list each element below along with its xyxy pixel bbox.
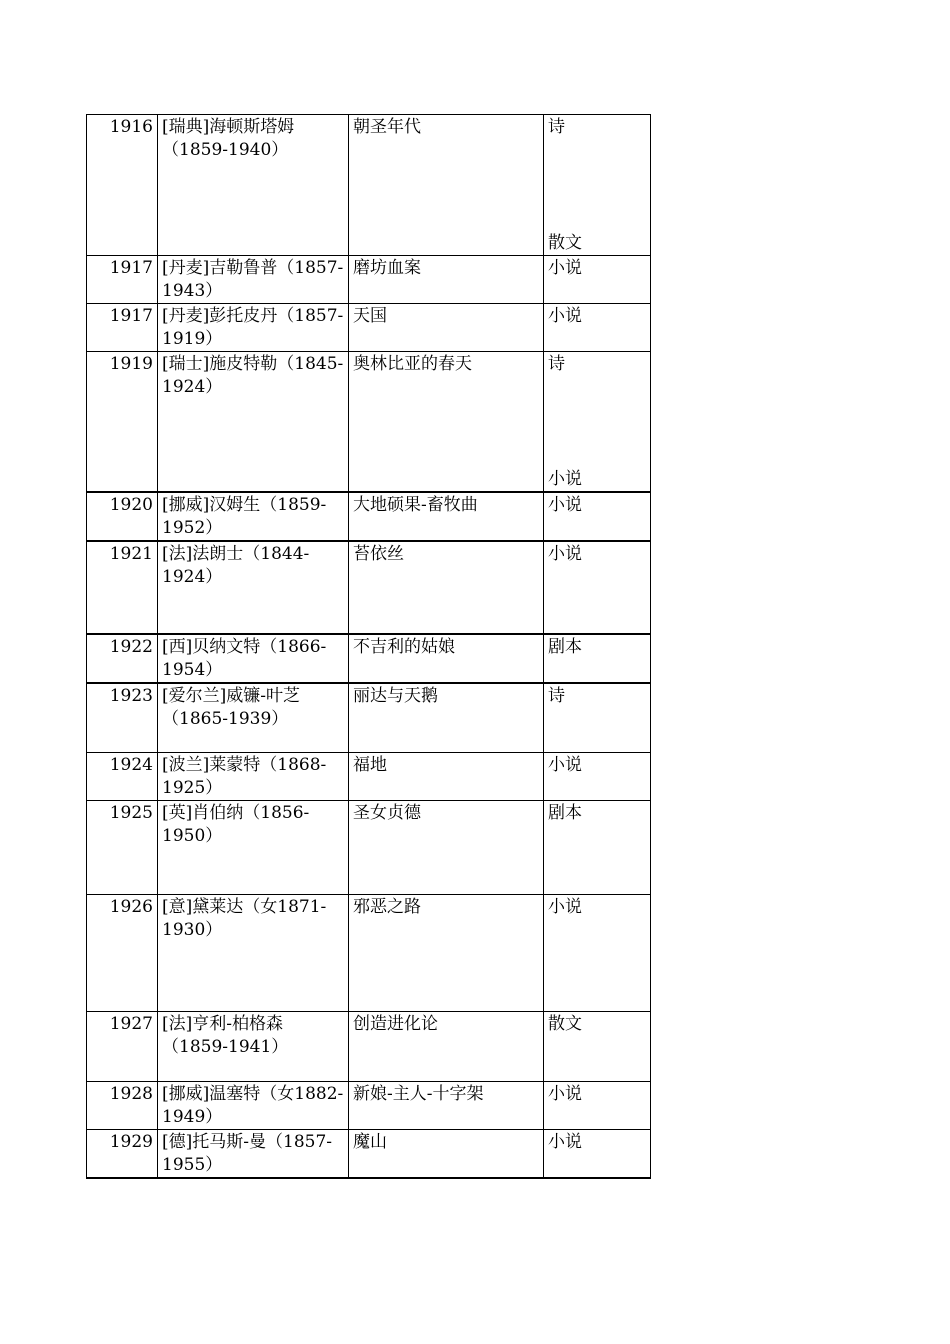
year-cell: 1929 [87, 1130, 158, 1179]
author-cell: [英]肖伯纳（1856-1950） [158, 801, 349, 895]
genre-cell: 小说 [544, 1082, 651, 1130]
author-cell: [德]托马斯-曼（1857-1955） [158, 1130, 349, 1179]
work-cell: 创造进化论 [349, 1012, 544, 1082]
author-cell: [瑞士]施皮特勒（1845-1924） [158, 352, 349, 492]
author-cell: [波兰]莱蒙特（1868-1925） [158, 753, 349, 801]
year-cell: 1921 [87, 541, 158, 634]
year-cell: 1916 [87, 115, 158, 256]
author-cell: [丹麦]彭托皮丹（1857-1919） [158, 304, 349, 352]
genre-secondary-label: 散文 [548, 233, 582, 253]
table-row [87, 634, 651, 683]
genre-cell: 小说 [544, 541, 651, 634]
work-cell: 天国 [349, 304, 544, 352]
genre-cell [544, 115, 651, 256]
author-cell: [瑞典]海顿斯塔姆（1859-1940） [158, 115, 349, 256]
work-cell: 福地 [349, 753, 544, 801]
year-cell: 1928 [87, 1082, 158, 1130]
author-cell: [爱尔兰]威镰-叶芝（1865-1939） [158, 683, 349, 753]
year-cell: 1917 [87, 304, 158, 352]
table-row [87, 304, 651, 352]
year-cell: 1919 [87, 352, 158, 492]
work-cell: 不吉利的姑娘 [349, 634, 544, 683]
year-cell: 1924 [87, 753, 158, 801]
genre-cell: 小说 [544, 1130, 651, 1179]
work-cell: 朝圣年代 [349, 115, 544, 256]
work-cell: 圣女贞德 [349, 801, 544, 895]
table-row [87, 541, 651, 634]
author-cell: [意]黛莱达（女1871-1930） [158, 895, 349, 1012]
year-cell: 1926 [87, 895, 158, 1012]
table-row [87, 256, 651, 304]
author-cell: [法]亨利-柏格森（1859-1941） [158, 1012, 349, 1082]
year-cell: 1927 [87, 1012, 158, 1082]
year-cell: 1920 [87, 492, 158, 541]
nobel-literature-table [86, 114, 651, 1179]
work-cell: 磨坊血案 [349, 256, 544, 304]
genre-cell: 剧本 [544, 634, 651, 683]
author-cell: [挪威]汉姆生（1859-1952） [158, 492, 349, 541]
genre-cell [544, 352, 651, 492]
genre-cell: 小说 [544, 256, 651, 304]
work-cell: 魔山 [349, 1130, 544, 1179]
work-cell: 新娘-主人-十字架 [349, 1082, 544, 1130]
author-cell: [法]法朗士（1844-1924） [158, 541, 349, 634]
table-row [87, 753, 651, 801]
work-cell: 苔依丝 [349, 541, 544, 634]
work-cell: 丽达与天鹅 [349, 683, 544, 753]
table-row [87, 801, 651, 895]
year-cell: 1923 [87, 683, 158, 753]
table-row [87, 1082, 651, 1130]
work-cell: 邪恶之路 [349, 895, 544, 1012]
genre-secondary-label: 小说 [548, 468, 582, 489]
author-cell: [挪威]温塞特（女1882-1949） [158, 1082, 349, 1130]
genre-cell: 小说 [544, 492, 651, 541]
genre-cell: 散文 [544, 1012, 651, 1082]
genre-cell: 剧本 [544, 801, 651, 895]
work-cell: 奥林比亚的春天 [349, 352, 544, 492]
genre-label: 诗 [548, 354, 565, 374]
table-row [87, 492, 651, 541]
table-row [87, 1130, 651, 1179]
work-cell: 大地硕果-畜牧曲 [349, 492, 544, 541]
table-row [87, 352, 651, 492]
year-cell: 1925 [87, 801, 158, 895]
table-row [87, 895, 651, 1012]
genre-cell: 小说 [544, 304, 651, 352]
table-row [87, 1012, 651, 1082]
year-cell: 1922 [87, 634, 158, 683]
genre-cell: 诗 [544, 683, 651, 753]
genre-cell: 小说 [544, 895, 651, 1012]
genre-label: 诗 [548, 117, 565, 137]
genre-cell: 小说 [544, 753, 651, 801]
table-row [87, 115, 651, 256]
table-row [87, 683, 651, 753]
author-cell: [西]贝纳文特（1866-1954） [158, 634, 349, 683]
year-cell: 1917 [87, 256, 158, 304]
author-cell: [丹麦]吉勒鲁普（1857-1943） [158, 256, 349, 304]
